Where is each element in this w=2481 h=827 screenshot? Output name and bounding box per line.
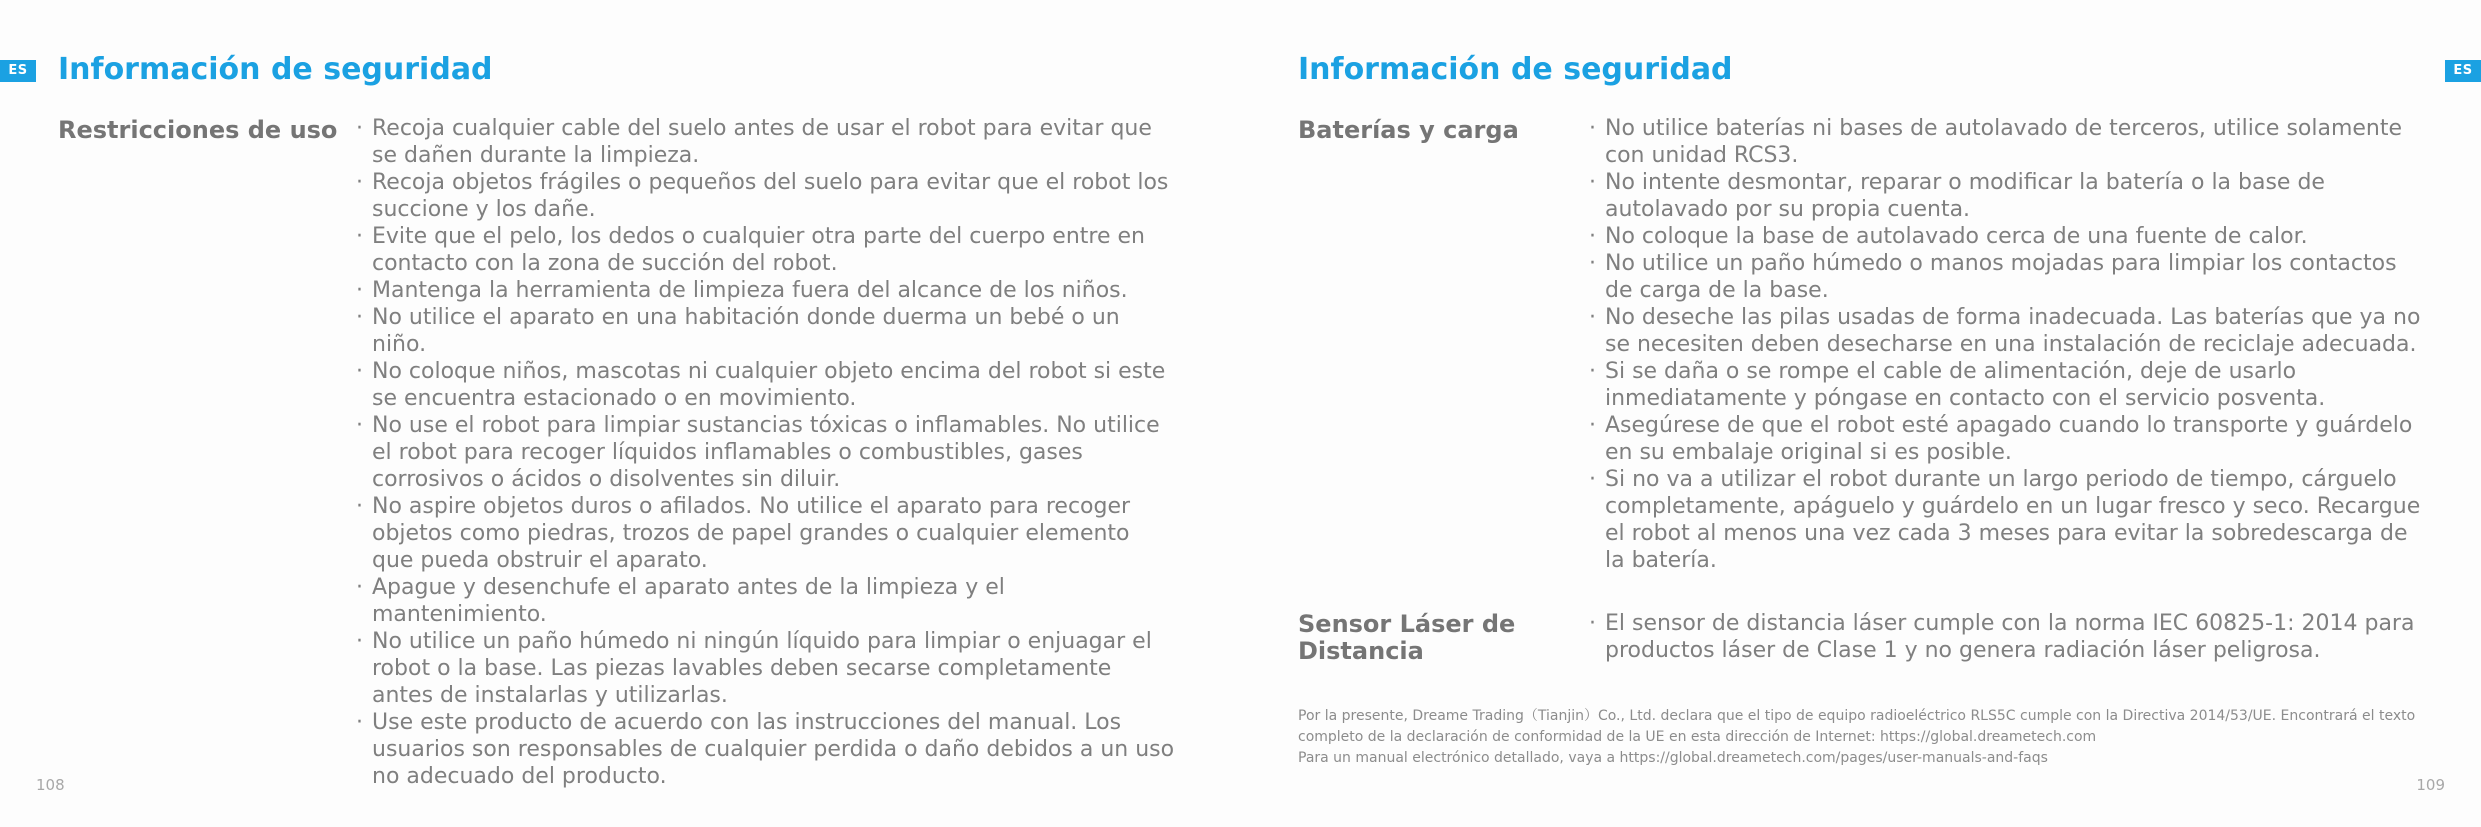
list-item: · Recoja objetos frágiles o pequeños del suelo para evitar que el robot los succione y los dañe. <box>356 169 1176 223</box>
list-item: · No aspire objetos duros o afilados. No utilice el aparato para recoger objetos como piedras, trozos de papel grandes o cualquier elemento que pueda obstruir el aparato. <box>356 493 1176 574</box>
list-item: · No coloque niños, mascotas ni cualquier objeto encima del robot si este se encuentra estacionado o en movimiento. <box>356 358 1176 412</box>
list-item: · No use el robot para limpiar sustancias tóxicas o inflamables. No utilice el robot para recoger líquidos inflamables o combustibles, gases corrosivos o ácidos o disolventes sin diluir. <box>356 412 1176 493</box>
list-item: · No deseche las pilas usadas de forma inadecuada. Las baterías que ya no se necesiten deben desecharse en una instalación de reciclaje adecuada. <box>1589 304 2429 358</box>
list-item: · Asegúrese de que el robot esté apagado cuando lo transporte y guárdelo en su embalaje original si es posible. <box>1589 412 2429 466</box>
list-item: · Si no va a utilizar el robot durante un largo periodo de tiempo, cárguelo completamente, apáguelo y guárdelo en un lugar fresco y seco. Recargue el robot al menos una vez cada 3 meses para evitar la sobredescarga de la batería. <box>1589 466 2429 574</box>
footnote-line: Para un manual electrónico detallado, vaya a https://global.dreametech.com/pages/user-manuals-and-faqs <box>1298 750 2048 766</box>
footnote-line: Por la presente, Dreame Trading（Tianjin）Co., Ltd. declara que el tipo de equipo radioeléctrico RLS5C cumple con la Directiva 2014/53/UE. Encontrará el texto <box>1298 708 2416 724</box>
page-title-left: Información de seguridad <box>58 52 493 87</box>
list-item: · No utilice el aparato en una habitación donde duerma un bebé o un niño. <box>356 304 1176 358</box>
section-label-batteries: Baterías y carga <box>1298 116 1519 144</box>
page-number-left: 108 <box>36 776 65 794</box>
laser-sensor-list <box>1589 610 2429 664</box>
regulatory-footnote <box>1298 706 2418 769</box>
page-title-right: Información de seguridad <box>1298 52 1733 87</box>
list-item: · No intente desmontar, reparar o modificar la batería o la base de autolavado por su propia cuenta. <box>1589 169 2429 223</box>
footnote-line: completo de la declaración de conformidad de la UE en esta dirección de Internet: https://global.dreametech.com <box>1298 729 2097 745</box>
list-item: · Apague y desenchufe el aparato antes de la limpieza y el mantenimiento. <box>356 574 1176 628</box>
list-item: · No coloque la base de autolavado cerca de una fuente de calor. <box>1589 223 2429 250</box>
list-item: · No utilice un paño húmedo o manos mojadas para limpiar los contactos de carga de la base. <box>1589 250 2429 304</box>
list-item: · No utilice baterías ni bases de autolavado de terceros, utilice solamente con unidad RCS3. <box>1589 115 2429 169</box>
section-label-laser-sensor: Sensor Láser de Distancia <box>1298 610 1516 665</box>
page-number-right: 109 <box>2416 776 2445 794</box>
list-item: · No utilice un paño húmedo ni ningún líquido para limpiar o enjuagar el robot o la base. Las piezas lavables deben secarse completamente antes de instalarlas y utilizarlas. <box>356 628 1176 709</box>
list-item: · El sensor de distancia láser cumple con la norma IEC 60825-1: 2014 para productos láser de Clase 1 y no genera radiación láser peligrosa. <box>1589 610 2429 664</box>
language-tab-left: ES <box>0 60 36 82</box>
list-item: · Mantenga la herramienta de limpieza fuera del alcance de los niños. <box>356 277 1176 304</box>
language-tab-right: ES <box>2445 60 2481 82</box>
batteries-list <box>1589 115 2429 574</box>
list-item: · Evite que el pelo, los dedos o cualquier otra parte del cuerpo entre en contacto con la zona de succión del robot. <box>356 223 1176 277</box>
usage-restrictions-list <box>356 115 1176 790</box>
section-label-usage-restrictions: Restricciones de uso <box>58 116 338 144</box>
list-item: · Recoja cualquier cable del suelo antes de usar el robot para evitar que se dañen durante la limpieza. <box>356 115 1176 169</box>
list-item: · Si se daña o se rompe el cable de alimentación, deje de usarlo inmediatamente y póngase en contacto con el servicio posventa. <box>1589 358 2429 412</box>
list-item: · Use este producto de acuerdo con las instrucciones del manual. Los usuarios son responsables de cualquier perdida o daño debidos a un uso no adecuado del producto. <box>356 709 1176 790</box>
